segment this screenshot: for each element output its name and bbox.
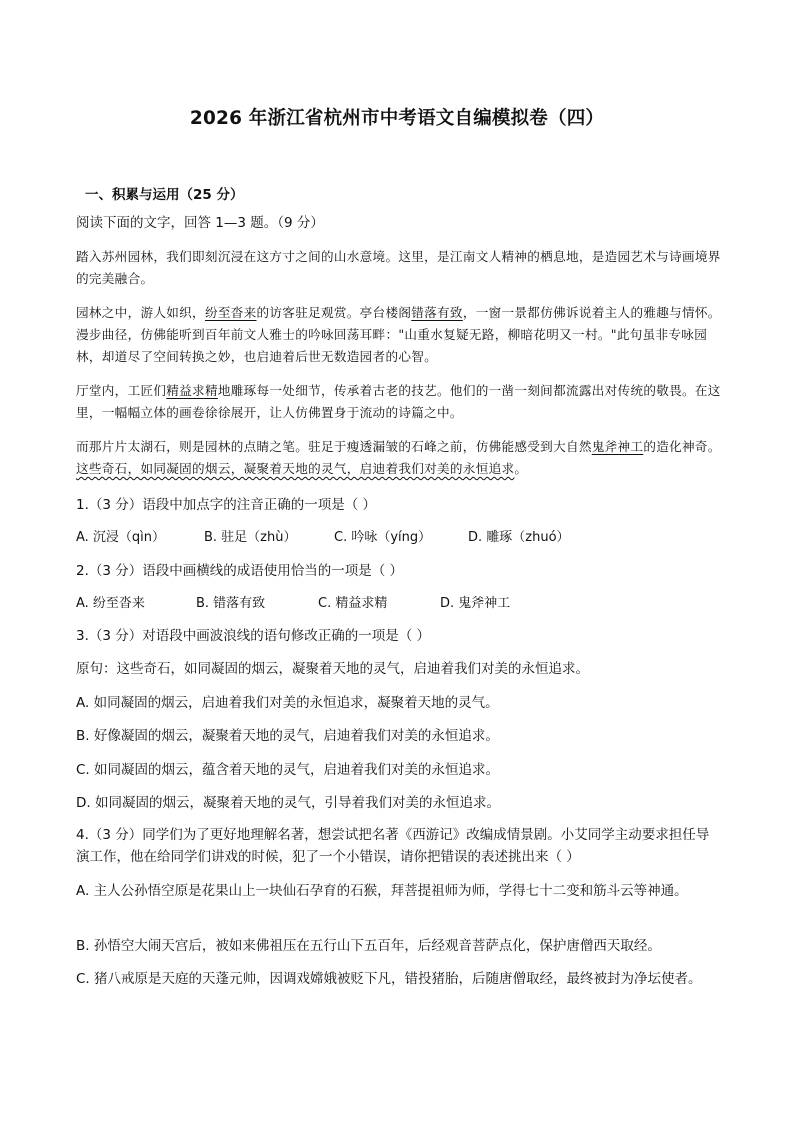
option-b[interactable]: B. 驻足（zhù） (204, 530, 297, 545)
question-3-stem: 3.（3 分）对语段中画波浪线的语句修改正确的一项是（ ） (76, 628, 431, 644)
option-a[interactable]: A. 沉浸（qìn） (76, 530, 166, 545)
passage-text: ，一窗一景都仿佛诉说着主人的雅趣与情怀。漫步曲径，仿佛能听到百年前文人雅士的吟咏回荡耳畔："山重水复疑无路，柳暗花明又一村。"此句虽非专咏园林，却道尽了空间转换之妙，也启迪着后世无数造园者的心智。 (76, 305, 721, 364)
page-title: 2026 年浙江省杭州市中考语文自编模拟卷（四） (189, 108, 605, 129)
question-4-stem: 4.（3 分）同学们为了更好地理解名著，想尝试把名著《西游记》改编成情景剧。小艾同学主动要求担任导演工作，他在给同学们讲戏的时候，犯了一个小错误，请你把错误的表述挑出来（ ） (76, 827, 710, 865)
question-1-options (76, 528, 722, 548)
underlined-idiom: 精益求精 (166, 383, 218, 398)
passage-paragraph-1: 踏入苏州园林，我们即刻沉浸在这方寸之间的山水意境。这里，是江南文人精神的栖息地，是造园艺术与诗画境界的完美融合。 (76, 249, 721, 286)
option-c[interactable]: C. 精益求精 (318, 596, 388, 611)
passage-text: 地雕琢每一处细节，传承着古老的技艺。他们的一凿一刻间都流露出对传统的敬畏。在这里，一幅幅立体的画卷徐徐展开，让人仿佛置身于流动的诗篇之中。 (76, 383, 721, 420)
wavy-underlined-sentence: 这些奇石，如同凝固的烟云，凝聚着天地的灵气，启迪着我们对美的永恒追求 (76, 461, 515, 476)
question-3-option-c[interactable]: C. 如同凝固的烟云，蕴含着天地的灵气，启迪着我们对美的永恒追求。 (76, 762, 500, 778)
passage-text: 的访客驻足观赏。亭台楼阁 (256, 305, 412, 320)
option-a[interactable]: A. 纷至沓来 (76, 596, 145, 611)
option-c[interactable]: C. 吟咏（yíng） (334, 530, 432, 545)
option-d[interactable]: D. 鬼斧神工 (440, 596, 511, 611)
question-4-option-c[interactable]: C. 猪八戒原是天庭的天蓬元帅，因调戏嫦娥被贬下凡，错投猪胎，后随唐僧取经，最终被封为净坛使者。 (76, 971, 702, 987)
option-d[interactable]: D. 雕琢（zhuó） (468, 530, 570, 545)
underlined-idiom: 错落有致 (411, 305, 463, 320)
question-3-original-sentence: 原句：这些奇石，如同凝固的烟云，凝聚着天地的灵气，启迪着我们对美的永恒追求。 (76, 661, 589, 677)
passage-text: 园林之中，游人如织， (76, 305, 205, 320)
underlined-idiom: 纷至沓来 (204, 305, 257, 320)
passage-text: 的造化神奇。 (643, 439, 721, 454)
question-1-stem: 1.（3 分）语段中加点字的注音正确的一项是（ ） (76, 497, 377, 513)
question-3-option-d[interactable]: D. 如同凝固的烟云，凝聚着天地的灵气，引导着我们对美的永恒追求。 (76, 795, 500, 811)
underlined-idiom: 鬼斧神工 (591, 439, 644, 454)
question-3-option-a[interactable]: A. 如同凝固的烟云，启迪着我们对美的永恒追求，凝聚着天地的灵气。 (76, 695, 499, 711)
passage-paragraph-3 (76, 380, 722, 424)
section-heading: 一、积累与运用（25 分） (85, 187, 244, 203)
passage-paragraph-4 (76, 436, 722, 480)
question-4-option-b[interactable]: B. 孙悟空大闹天宫后，被如来佛祖压在五行山下五百年，后经观音菩萨点化，保护唐僧西天取经。 (76, 938, 661, 954)
question-3-option-b[interactable]: B. 好像凝固的烟云，凝聚着天地的灵气，启迪着我们对美的永恒追求。 (76, 728, 499, 744)
question-4-option-a[interactable]: A. 主人公孙悟空原是花果山上一块仙石孕育的石猴，拜菩提祖师为师，学得七十二变和筋斗云等神通。 (76, 883, 688, 899)
passage-paragraph-2 (76, 302, 722, 368)
question-2-stem: 2.（3 分）语段中画横线的成语使用恰当的一项是（ ） (76, 563, 404, 579)
question-2-options (76, 594, 722, 614)
option-b[interactable]: B. 错落有致 (196, 596, 266, 611)
reading-instruction: 阅读下面的文字，回答 1—3 题。（9 分） (76, 215, 324, 231)
passage-text: 而那片片太湖石，则是园林的点睛之笔。驻足于瘦透漏皱的石峰之前，仿佛能感受到大自然 (76, 439, 592, 454)
passage-text: 。 (514, 461, 528, 476)
passage-text: 厅堂内，工匠们 (76, 383, 167, 398)
